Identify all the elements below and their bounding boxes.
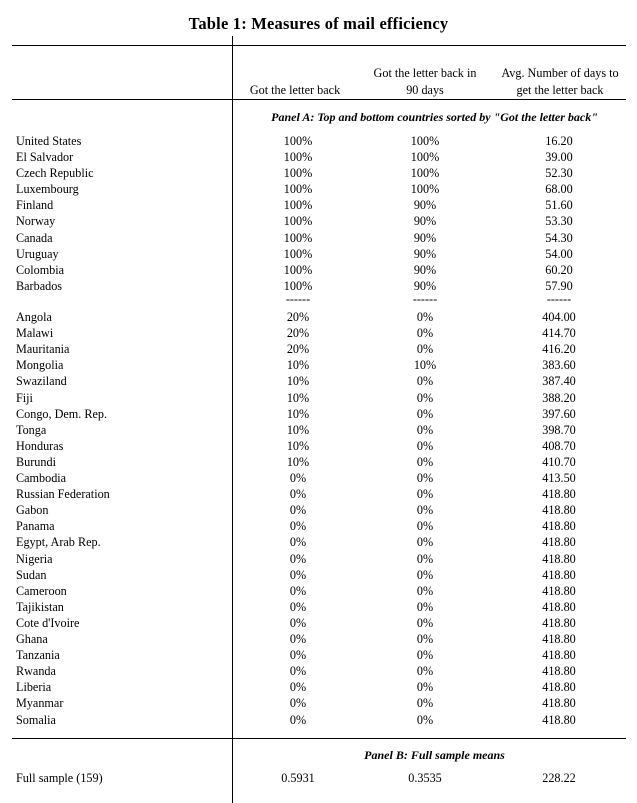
got-letter-back-90-value: 0% <box>416 342 434 356</box>
avg-days-value: 408.70 <box>542 439 576 453</box>
got-letter-back-90-value: 90% <box>413 247 437 261</box>
got-letter-back-90-value: 100% <box>410 182 440 196</box>
got-letter-back-90-value: 0% <box>416 648 434 662</box>
column-header-got-letter-back <box>240 82 350 99</box>
full-sample-got-letter-back: 0.5931 <box>281 771 315 785</box>
table-title: Table 1: Measures of mail efficiency <box>188 14 449 33</box>
got-letter-back-90-value: 0% <box>416 632 434 646</box>
country-name: Burundi <box>16 455 56 469</box>
avg-days-value: 39.00 <box>545 150 573 164</box>
got-letter-back-90-value: 0% <box>416 696 434 710</box>
got-letter-back-90-value: 0% <box>416 535 434 549</box>
got-letter-back-value: 10% <box>286 407 310 421</box>
country-name: Canada <box>16 231 53 245</box>
separator-dashes: ------ <box>285 292 311 306</box>
country-name: Colombia <box>16 263 65 277</box>
country-name: Panama <box>16 519 55 533</box>
got-letter-back-value: 10% <box>286 423 310 437</box>
country-name: Cameroon <box>16 584 67 598</box>
avg-days-value: 53.30 <box>545 214 573 228</box>
got-letter-back-value: 10% <box>286 455 310 469</box>
got-letter-back-value: 0% <box>289 568 307 582</box>
got-letter-back-value: 100% <box>283 150 313 164</box>
country-name: Norway <box>16 214 56 228</box>
avg-days-value: 418.80 <box>542 503 576 517</box>
column-header-avg-days <box>490 65 630 99</box>
got-letter-back-value: 10% <box>286 358 310 372</box>
full-sample-label: Full sample (159) <box>16 771 103 785</box>
got-letter-back-value: 10% <box>286 439 310 453</box>
got-letter-back-value: 0% <box>289 535 307 549</box>
got-letter-back-90-value: 0% <box>416 568 434 582</box>
country-name: Honduras <box>16 439 64 453</box>
got-letter-back-90-value: 90% <box>413 263 437 277</box>
got-letter-back-value: 0% <box>289 648 307 662</box>
got-letter-back-90-value: 90% <box>413 214 437 228</box>
country-name: Luxembourg <box>16 182 79 196</box>
country-name: Cambodia <box>16 471 67 485</box>
got-letter-back-90-value: 100% <box>410 166 440 180</box>
got-letter-back-value: 100% <box>283 231 313 245</box>
country-name: Cote d'Ivoire <box>16 616 80 630</box>
avg-days-value: 418.80 <box>542 680 576 694</box>
got-letter-back-90-value: 0% <box>416 680 434 694</box>
got-letter-back-value: 0% <box>289 552 307 566</box>
got-letter-back-value: 100% <box>283 134 313 148</box>
got-letter-back-90-value: 0% <box>416 374 434 388</box>
avg-days-value: 404.00 <box>542 310 576 324</box>
avg-days-value: 387.40 <box>542 374 576 388</box>
column-header-line: Got the letter back in <box>373 66 477 80</box>
country-name: Liberia <box>16 680 52 694</box>
avg-days-value: 68.00 <box>545 182 573 196</box>
got-letter-back-90-value: 100% <box>410 150 440 164</box>
country-name: Congo, Dem. Rep. <box>16 407 108 421</box>
avg-days-value: 418.80 <box>542 632 576 646</box>
country-name: Nigeria <box>16 552 53 566</box>
country-name: Tanzania <box>16 648 60 662</box>
country-name: Malawi <box>16 326 54 340</box>
column-divider <box>232 36 233 803</box>
got-letter-back-value: 0% <box>289 664 307 678</box>
got-letter-back-value: 20% <box>286 342 310 356</box>
full-sample-avg-days: 228.22 <box>542 771 576 785</box>
avg-days-value: 388.20 <box>542 391 576 405</box>
avg-days-value: 383.60 <box>542 358 576 372</box>
avg-days-value: 418.80 <box>542 568 576 582</box>
got-letter-back-90-value: 100% <box>410 134 440 148</box>
got-letter-back-value: 0% <box>289 713 307 727</box>
got-letter-back-value: 10% <box>286 391 310 405</box>
got-letter-back-90-value: 90% <box>413 279 437 293</box>
panel-b-rule <box>12 738 626 739</box>
panel-a-title: Panel A: Top and bottom countries sorted by "Got the letter back" <box>271 110 598 124</box>
country-name: Tonga <box>16 423 47 437</box>
got-letter-back-value: 20% <box>286 326 310 340</box>
got-letter-back-90-value: 0% <box>416 519 434 533</box>
got-letter-back-value: 0% <box>289 584 307 598</box>
avg-days-value: 418.80 <box>542 713 576 727</box>
separator-dashes: ------ <box>412 292 438 306</box>
got-letter-back-value: 0% <box>289 632 307 646</box>
avg-days-value: 418.80 <box>542 552 576 566</box>
got-letter-back-value: 100% <box>283 247 313 261</box>
avg-days-value: 418.80 <box>542 664 576 678</box>
avg-days-value: 418.80 <box>542 600 576 614</box>
avg-days-value: 410.70 <box>542 455 576 469</box>
got-letter-back-90-value: 0% <box>416 407 434 421</box>
country-name: Somalia <box>16 713 56 727</box>
separator-dashes: ------ <box>546 292 572 306</box>
got-letter-back-value: 0% <box>289 696 307 710</box>
got-letter-back-90-value: 0% <box>416 391 434 405</box>
got-letter-back-value: 0% <box>289 471 307 485</box>
column-header-line: Avg. Number of days to <box>501 66 619 80</box>
got-letter-back-90-value: 0% <box>416 326 434 340</box>
got-letter-back-90-value: 0% <box>416 503 434 517</box>
country-name: Myanmar <box>16 696 64 710</box>
got-letter-back-90-value: 0% <box>416 471 434 485</box>
country-name: United States <box>16 134 82 148</box>
avg-days-value: 54.00 <box>545 247 573 261</box>
column-header-line: 90 days <box>406 83 444 97</box>
got-letter-back-90-value: 10% <box>413 358 437 372</box>
got-letter-back-90-value: 0% <box>416 487 434 501</box>
top-rule <box>12 45 626 46</box>
avg-days-value: 398.70 <box>542 423 576 437</box>
got-letter-back-90-value: 90% <box>413 198 437 212</box>
got-letter-back-value: 100% <box>283 214 313 228</box>
avg-days-value: 418.80 <box>542 519 576 533</box>
full-sample-got-letter-back-90: 0.3535 <box>408 771 442 785</box>
got-letter-back-value: 0% <box>289 503 307 517</box>
country-name: Angola <box>16 310 52 324</box>
avg-days-value: 52.30 <box>545 166 573 180</box>
got-letter-back-90-value: 0% <box>416 584 434 598</box>
got-letter-back-90-value: 0% <box>416 616 434 630</box>
avg-days-value: 418.80 <box>542 584 576 598</box>
got-letter-back-90-value: 0% <box>416 664 434 678</box>
avg-days-value: 397.60 <box>542 407 576 421</box>
country-name: Fiji <box>16 391 33 405</box>
got-letter-back-90-value: 0% <box>416 713 434 727</box>
got-letter-back-90-value: 0% <box>416 455 434 469</box>
got-letter-back-value: 100% <box>283 198 313 212</box>
got-letter-back-value: 100% <box>283 166 313 180</box>
got-letter-back-90-value: 0% <box>416 600 434 614</box>
avg-days-value: 418.80 <box>542 696 576 710</box>
got-letter-back-value: 0% <box>289 600 307 614</box>
avg-days-value: 54.30 <box>545 231 573 245</box>
avg-days-value: 57.90 <box>545 279 573 293</box>
got-letter-back-value: 0% <box>289 680 307 694</box>
avg-days-value: 16.20 <box>545 134 573 148</box>
panel-b-title: Panel B: Full sample means <box>364 748 505 762</box>
country-name: Czech Republic <box>16 166 94 180</box>
avg-days-value: 418.80 <box>542 616 576 630</box>
got-letter-back-90-value: 0% <box>416 423 434 437</box>
country-name: Russian Federation <box>16 487 110 501</box>
country-name: Uruguay <box>16 247 59 261</box>
got-letter-back-value: 0% <box>289 519 307 533</box>
got-letter-back-90-value: 0% <box>416 552 434 566</box>
country-name: Rwanda <box>16 664 56 678</box>
got-letter-back-value: 20% <box>286 310 310 324</box>
got-letter-back-90-value: 0% <box>416 439 434 453</box>
column-header-got-letter-back-90-days <box>360 65 490 99</box>
got-letter-back-value: 10% <box>286 374 310 388</box>
country-name: Mongolia <box>16 358 64 372</box>
got-letter-back-value: 0% <box>289 616 307 630</box>
country-name: Sudan <box>16 568 47 582</box>
avg-days-value: 414.70 <box>542 326 576 340</box>
avg-days-value: 413.50 <box>542 471 576 485</box>
country-name: Egypt, Arab Rep. <box>16 535 101 549</box>
got-letter-back-90-value: 0% <box>416 310 434 324</box>
column-header-line: Got the letter back <box>249 83 341 97</box>
country-name: Tajikistan <box>16 600 64 614</box>
country-name: El Salvador <box>16 150 74 164</box>
avg-days-value: 51.60 <box>545 198 573 212</box>
country-name: Ghana <box>16 632 48 646</box>
country-name: Gabon <box>16 503 49 517</box>
got-letter-back-value: 0% <box>289 487 307 501</box>
country-name: Barbados <box>16 279 63 293</box>
got-letter-back-value: 100% <box>283 279 313 293</box>
got-letter-back-90-value: 90% <box>413 231 437 245</box>
got-letter-back-value: 100% <box>283 263 313 277</box>
header-rule <box>12 99 626 100</box>
country-name: Finland <box>16 198 54 212</box>
country-name: Swaziland <box>16 374 67 388</box>
got-letter-back-value: 100% <box>283 182 313 196</box>
avg-days-value: 60.20 <box>545 263 573 277</box>
avg-days-value: 418.80 <box>542 535 576 549</box>
avg-days-value: 418.80 <box>542 648 576 662</box>
country-name: Mauritania <box>16 342 70 356</box>
column-header-line: get the letter back <box>516 83 604 97</box>
avg-days-value: 416.20 <box>542 342 576 356</box>
avg-days-value: 418.80 <box>542 487 576 501</box>
